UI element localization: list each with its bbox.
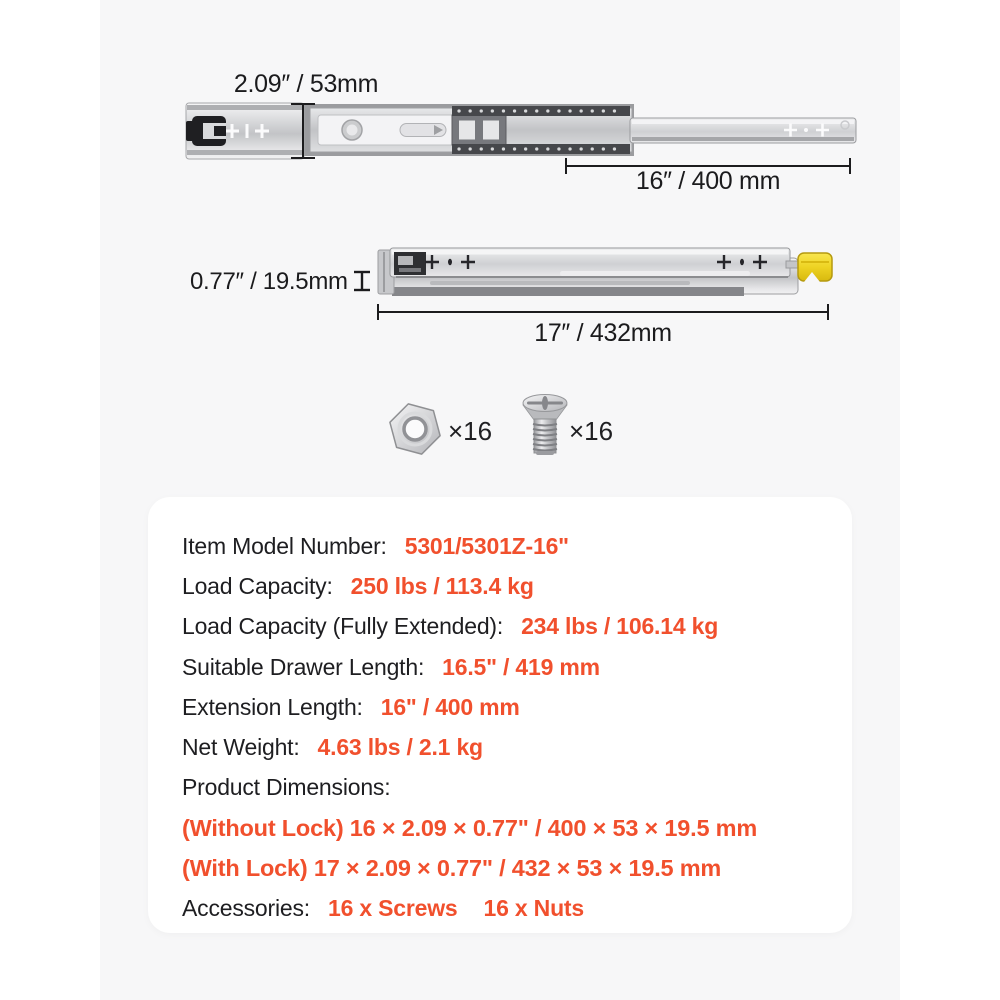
length-dimension-line [378, 304, 828, 320]
spec-row-drawer-length [182, 647, 828, 687]
spec-card [148, 497, 852, 933]
spec-value: 4.63 lbs / 2.1 kg [317, 734, 483, 761]
length-dimension-label: 17″ / 432mm [534, 319, 672, 347]
height-dimension-label: 0.77″ / 19.5mm [190, 268, 348, 295]
spec-label: Extension Length: [182, 693, 363, 720]
drawer-slide-closed-illustration [354, 248, 832, 320]
screw-icon [523, 395, 567, 456]
nut-count-label: ×16 [448, 416, 493, 446]
hex-nut-icon [390, 404, 440, 454]
spec-row-dimensions-without-lock: (Without Lock) 16 × 2.09 × 0.77" / 400 × 53 × 19.5 mm [182, 814, 758, 841]
spec-label: Load Capacity: [182, 572, 333, 599]
screw-count-label: ×16 [569, 416, 614, 446]
spec-label: Net Weight: [182, 734, 300, 761]
spec-row-product-dimensions [182, 768, 828, 808]
spec-value: 16.5" / 419 mm [442, 653, 600, 680]
spec-row-load-capacity-extended [182, 607, 828, 647]
spec-label: Product Dimensions: [182, 774, 391, 801]
drawer-slide-extended-illustration [186, 103, 856, 174]
width-dimension-label: 2.09″ / 53mm [233, 70, 379, 98]
spec-label: Accessories: [182, 895, 310, 922]
spec-value: 234 lbs / 106.14 kg [521, 613, 719, 640]
spec-label: Suitable Drawer Length: [182, 653, 425, 680]
spec-row-extension-length [182, 687, 828, 727]
spec-label: Item Model Number: [182, 532, 387, 559]
spec-value: 250 lbs / 113.4 kg [350, 572, 534, 599]
spec-value: 16" / 400 mm [380, 693, 520, 720]
spec-row-accessories [182, 889, 828, 929]
spec-value-screws: 16 x Screws [327, 895, 458, 922]
spec-row-net-weight [182, 727, 828, 767]
extension-dimension-label: 16″ / 400 mm [635, 167, 781, 195]
spec-value-nuts: 16 x Nuts [483, 895, 584, 922]
spec-row-load-capacity [182, 566, 828, 606]
spec-row-dimensions-with-lock: (With Lock) 17 × 2.09 × 0.77" / 432 × 53 × 19.5 mm [182, 855, 722, 882]
spec-row-model [182, 526, 828, 566]
height-tick-icon [354, 272, 370, 290]
spec-value: 5301/5301Z-16" [404, 532, 569, 559]
spec-label: Load Capacity (Fully Extended): [182, 613, 504, 640]
